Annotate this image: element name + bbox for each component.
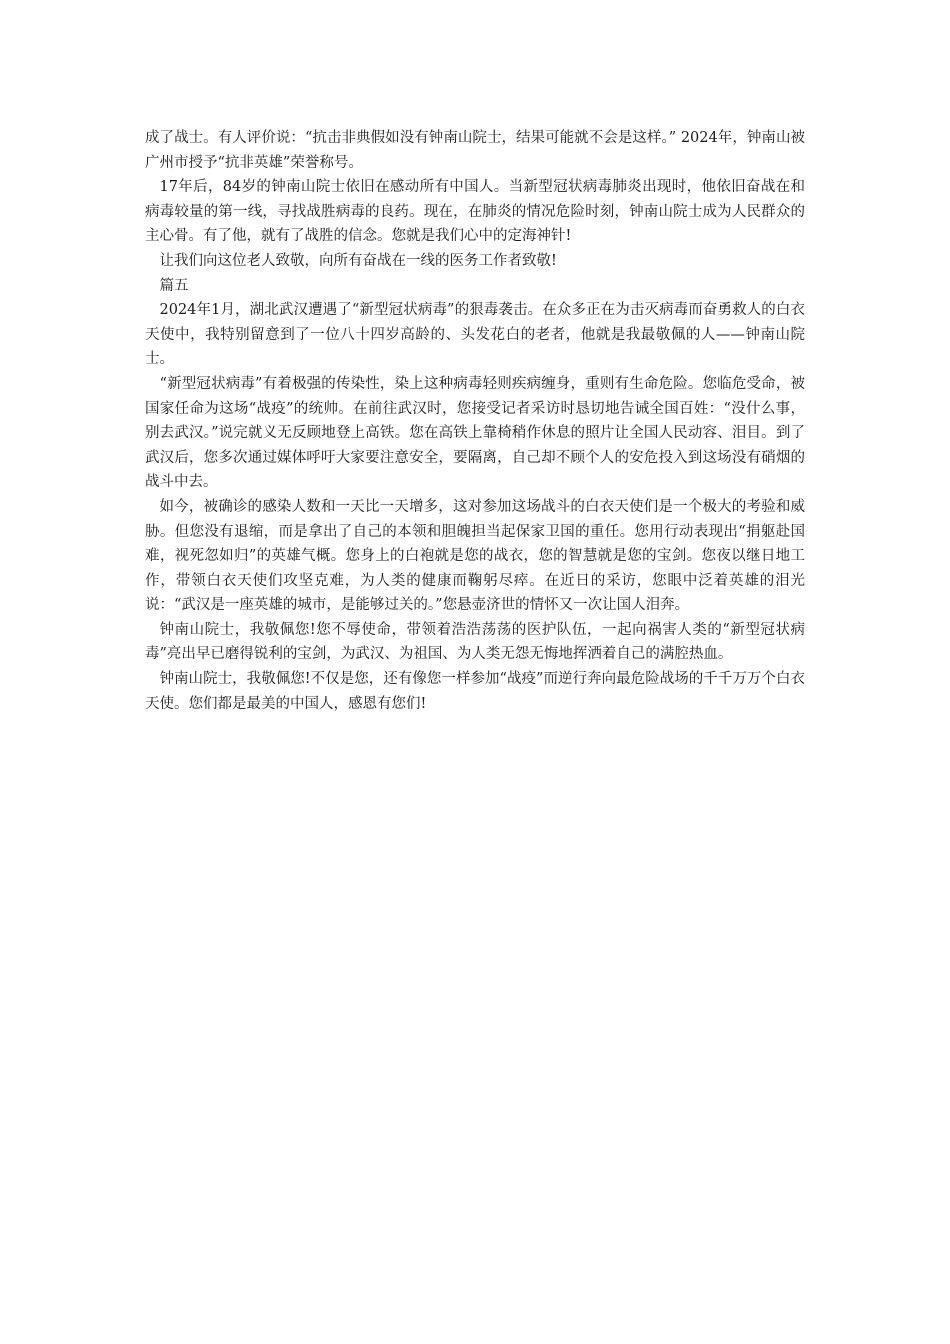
paragraph-virus-contagious: “新型冠状病毒”有着极强的传染性，染上这种病毒轻则疾病缠身，重则有生命危险。您临危受命，被国家任命为这场“战疫”的统帅。在前往武汉时，您接受记者采访时恳切地告诫全国百姓：“没什么事，别去武汉。”说完就义无反顾地登上高铁。您在高铁上靠椅稍作休息的照片让全国人民动容、泪目。到了武汉后，您多次通过媒体呼吁大家要注意安全，要隔离，自己却不顾个人的安危投入到这场没有硝烟的战斗中去。 [145, 375, 805, 491]
section-heading-part-five: 篇五 [159, 277, 189, 294]
paragraph-salute: 让我们向这位老人致敬，向所有奋战在一线的医务工作者致敬! [159, 252, 557, 269]
paragraph-infections-rising: 如今，被确诊的感染人数和一天比一天增多，这对参加这场战斗的白衣天使们是一个极大的考验和威胁。但您没有退缩，而是拿出了自己的本领和胆魄担当起保家卫国的重任。您用行动表现出“捐躯赴国难，视死忽如归”的英雄气概。您身上的白袍就是您的战衣，您的智慧就是您的宝剑。您夜以继日地工作，带领白衣天使们攻坚克难，为人类的健康而鞠躬尽瘁。在近日的采访，您眼中泛着英雄的泪光说：“武汉是一座英雄的城市，是能够过关的。”您悬壶济世的情怀又一次让国人泪奔。 [145, 498, 805, 614]
paragraph-admiration-one: 钟南山院士，我敬佩您!您不辱使命，带领着浩浩荡荡的医护队伍，一起向祸害人类的“新型冠状病毒”亮出早已磨得锐利的宝剑，为武汉、为祖国、为人类无怨无悔地挥洒着自己的满腔热血。 [145, 621, 805, 663]
paragraph-wuhan-outbreak: 2024年1月，湖北武汉遭遇了“新型冠状病毒”的狠毒袭击。在众多正在为击灭病毒而奋勇救人的白衣天使中，我特别留意到了一位八十四岁高龄的、头发花白的老者，他就是我最敬佩的人——钟南山院士。 [145, 302, 805, 368]
paragraph-17-years-later: 17年后，84岁的钟南山院士依旧在感动所有中国人。当新型冠状病毒肺炎出现时，他依旧奋战在和病毒较量的第一线，寻找战胜病毒的良药。现在，在肺炎的情况危险时刻，钟南山院士成为人民群众的主心骨。有了他，就有了战胜的信念。您就是我们心中的定海神针! [145, 179, 805, 245]
paragraph-admiration-two: 钟南山院士，我敬佩您!不仅是您，还有像您一样参加“战疫”而逆行奔向最危险战场的千千万万个白衣天使。您们都是最美的中国人，感恩有您们! [145, 671, 805, 712]
document-body [145, 126, 805, 716]
paragraph-continuation: 成了战士。有人评价说：“抗击非典假如没有钟南山院士，结果可能就不会是这样。” 2024年，钟南山被广州市授予“抗非英雄”荣誉称号。 [145, 130, 805, 171]
